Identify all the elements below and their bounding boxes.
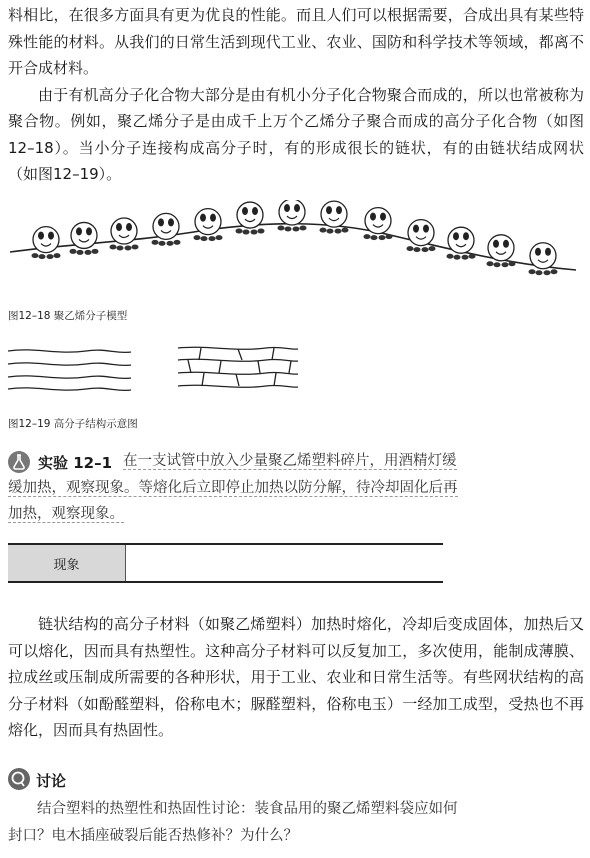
intro-text [8, 2, 584, 188]
experiment-title: 实验 12–1 [38, 454, 113, 472]
polyethylene-molecule-figure [6, 200, 586, 310]
molecule-figure [447, 227, 476, 259]
molecule-figure [529, 243, 558, 276]
network-structure [178, 347, 298, 387]
discussion-icon [8, 768, 30, 790]
molecule-figure [70, 222, 99, 255]
molecule-figures [32, 200, 558, 275]
observation-table [8, 543, 443, 583]
observation-cell [126, 545, 443, 581]
molecule-figure [194, 209, 223, 242]
molecule-figure [110, 218, 139, 251]
experiment-text: 在一支试管中放入少量聚乙烯塑料碎片，用酒精灯缓缓加热，观察现象。等熔化后立即停止加热以防分解，待冷却固化后再加热，观察现象。 [8, 453, 458, 522]
molecule-figure [407, 220, 436, 253]
linear-chains [8, 350, 131, 391]
paragraph-2: 由于有机高分子化合物大部分是由有机小分子化合物聚合而成的，所以也常被称为聚合物。例如，聚乙烯分子是由成千上万个乙烯分子聚合而成的高分子化合物（如图12–18）。当小分子连接构成高分子时，有的形成很长的链状，有的由链状结成网状（如图12–19）。 [8, 85, 584, 183]
observation-label: 现象 [8, 545, 126, 581]
discussion-title: 讨论 [36, 772, 67, 790]
molecule-figure [152, 213, 181, 246]
paragraph-3: 链状结构的高分子材料（如聚乙烯塑料）加热时熔化，冷却后变成固体，加热后又可以熔化，因而具有热塑性。这种高分子材料可以反复加工，多次使用，能制成薄膜、拉成丝或压制成所需要的各种形状，用于工业、农业和日常生活等。有些网状结构的高分子材料（如酚醛塑料，俗称电木；脲醛塑料，俗称电玉）一经加工成型，受热也不再熔化，因而具有热固性。 [8, 615, 584, 739]
molecule-figure [487, 235, 516, 268]
molecule-figure [364, 208, 393, 241]
polymer-structure-figure [6, 342, 306, 394]
molecule-figure [320, 201, 349, 234]
figure-12-19-caption: 图12–19 高分子结构示意图 [8, 418, 138, 430]
molecule-figure [236, 202, 265, 235]
paragraph-1: 料相比，在很多方面具有更为优良的性能。而且人们可以根据需要，合成出具有某些特殊性能的材料。从我们的日常生活到现代工业、农业、国防和科学技术等领域，都离不开合成材料。 [8, 6, 584, 77]
figure-12-18-caption: 图12–18 聚乙烯分子模型 [8, 310, 128, 322]
molecule-figure [32, 227, 61, 260]
molecule-figure [278, 200, 307, 232]
discussion-text: 结合塑料的热塑性和热固性讨论：装食品用的聚乙烯塑料袋应如何封口？电木插座破裂后能否热修补？为什么？ [8, 801, 458, 844]
